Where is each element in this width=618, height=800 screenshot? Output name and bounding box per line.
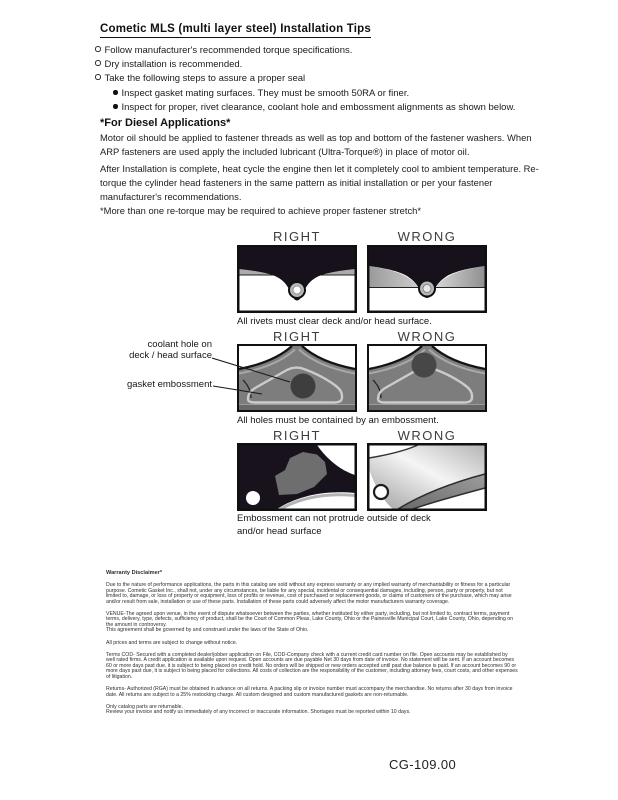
row2-wrong-diagram — [367, 344, 487, 412]
coolant-hole-label: coolant hole on deck / head surface — [129, 339, 212, 361]
page-title: Cometic MLS (multi layer steel) Installation Tips — [100, 23, 371, 38]
bullet-text: Inspect gasket mating surfaces. They must be smooth 50RA or finer. — [121, 87, 410, 99]
row3-wrong-label: WRONG — [397, 428, 457, 443]
list-item — [95, 87, 565, 101]
leader-lines — [212, 350, 304, 398]
retorque-note: *More than one re-torque may be required to achieve proper fastener stretch* — [100, 205, 422, 216]
diesel-heading: *For Diesel Applications* — [100, 117, 231, 129]
warranty-heading: Warranty Disclaimer* — [106, 570, 163, 576]
bullet-text: Dry installation is recommended. — [104, 59, 243, 71]
row3-right-diagram — [237, 443, 357, 511]
bullet-text: Take the following steps to assure a proper seal — [104, 73, 306, 85]
page-code: CG-109.00 — [389, 757, 457, 772]
diesel-paragraph-2: After Installation is complete, heat cycle the engine then let it completely cool to ambient temperature. Re-torque the cylinder head fasteners in the same pattern as initial installation or per your fastener manufacturer's recommendations. — [100, 163, 539, 203]
bolt-hole-icon — [246, 491, 260, 505]
row3-wrong-diagram — [367, 443, 487, 511]
row1-wrong-label: WRONG — [397, 229, 457, 244]
row3-caption: Embossment can not protrude outside of deck and/or head surface — [237, 513, 431, 537]
row2-wrong-label: WRONG — [397, 329, 457, 344]
filled-bullet-icon — [113, 90, 118, 95]
open-bullet-icon — [95, 60, 101, 66]
row1-wrong-diagram — [367, 245, 487, 313]
list-item — [95, 72, 565, 86]
row1-caption: All rivets must clear deck and/or head surface. — [237, 316, 432, 327]
open-bullet-icon — [95, 74, 101, 80]
warranty-paragraph: Returns- Authorized (RGA) must be obtained in advance on all returns. A packing slip or invoice number must accompany the merchandise. No returns after 30 days from invoice date. All returns are subject to a 25% restocking charge. All custom designed and custom manufactured gaskets are non-returnable. — [106, 686, 513, 698]
warranty-paragraph: VENUE-The agreed upon venue, in the event of dispute whatsoever between the parties, whether instituted by either party, including, but not limited to, contract terms, payment terms, delivery, type, defects, sufficiency of product, shall be the Court of Common Pleas, Lake County, Ohio or the Painesville Municipal Court, Lake County, Ohio, depending on the amount in controversy. This agreement shall be governed by and construed under the laws of the State of Ohio. — [106, 611, 514, 634]
install-tips-list — [95, 44, 565, 115]
bullet-text: Inspect for proper, rivet clearance, coolant hole and embossment alignments as shown below. — [121, 101, 516, 113]
row1-right-diagram — [237, 245, 357, 313]
bolt-hole-icon — [374, 485, 388, 499]
row2-caption: All holes must be contained by an embossment. — [237, 415, 439, 426]
gasket-embossment-label: gasket embossment — [126, 379, 212, 390]
list-item — [95, 44, 565, 58]
row3-right-label: RIGHT — [273, 428, 321, 443]
list-item — [95, 58, 565, 72]
open-bullet-icon — [95, 46, 101, 52]
bullet-text: Follow manufacturer's recommended torque specifications. — [104, 45, 353, 56]
warranty-paragraph: Due to the nature of performance applications, the parts in this catalog are sold without any express warranty or any implied warranty of merchantability or fitness for a particular purpose. Cometic Gasket Inc., shall not, under any circumstances, be liable for any special, incidental or consequential damages, including, person, party or property, but not limited to, damage, or loss of property or equipment, loss of profits or revenue, cost of purchased or replacement goods, or claims of customers of the purchase, which may arise and/or result from sale, installation or use of these parts. Installation of these parts could adversely affect the motor manufacturers warranty coverage. — [106, 582, 512, 605]
diesel-paragraph-1: Motor oil should be applied to fastener threads as well as top and bottom of the fastener washers. When ARP fasteners are used apply the included lubricant (Ultra-Torque®) in place of motor oil. — [100, 132, 532, 158]
row2-right-label: RIGHT — [273, 329, 321, 344]
row1-right-label: RIGHT — [273, 229, 321, 244]
warranty-paragraph: All prices and terms are subject to change without notice. — [106, 639, 238, 646]
warranty-paragraph: Terms COD- Secured with a completed dealer/jobber application on File, COD-Company check with a current credit card number on file. Open accounts may be established by well rated firms. A credit application is available upon request. Open accounts are due payable Net 30 days from date of invoice. No statement will be sent. If an account becomes 60 or more days past due, it is subject to being placed on credit hold. No orders will be shipped or new orders accepted until past due balance is paid. If an account becomes 90 or more days past due, it is subject to being placed for collections. All costs of collection are the responsibility of the customer, including attorney fees, court costs, and other expenses of litigation. — [106, 652, 518, 680]
coolant-hole-icon — [412, 353, 437, 378]
warranty-section — [106, 571, 518, 723]
list-item — [95, 101, 565, 115]
filled-bullet-icon — [113, 104, 118, 109]
warranty-paragraph: Only catalog parts are returnable. Review your invoice and notify us immediately of any incorrect or inaccurate information. Shortages must be reported within 10 days. — [106, 703, 411, 716]
